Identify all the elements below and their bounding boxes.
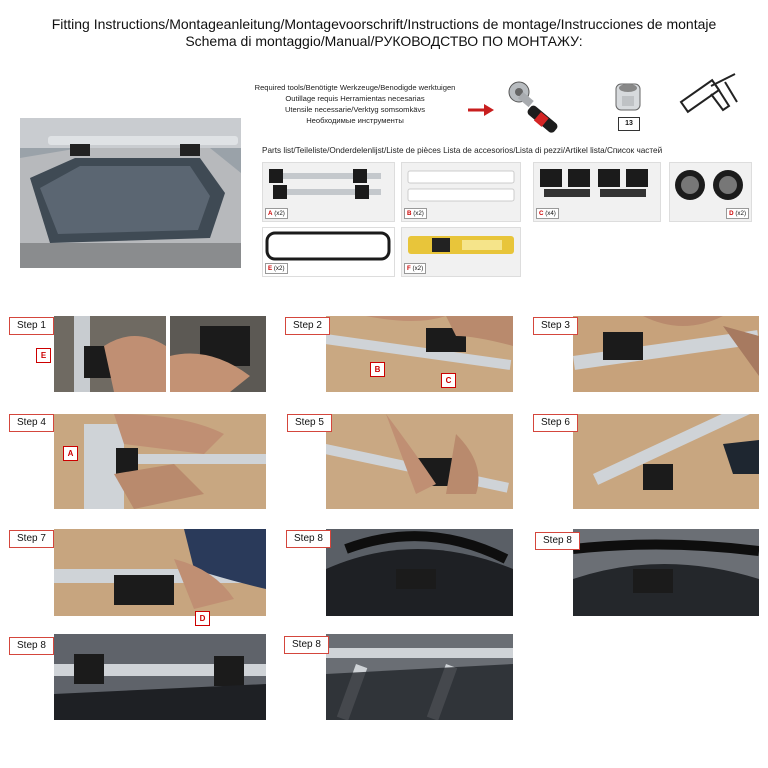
step-3-photo	[573, 316, 759, 392]
part-label-a: A (x2)	[265, 208, 288, 219]
hero-car-photo	[20, 118, 241, 268]
step-6-photo	[573, 414, 759, 509]
tools-line: Outillage requis Herramientas necesarias	[285, 94, 425, 103]
step-5-photo	[326, 414, 513, 509]
tools-line: Required tools/Benötigte Werkzeuge/Benodigde werktuigen	[254, 83, 456, 92]
step-8-label-c: Step 8	[9, 637, 54, 655]
title-line-1: Fitting Instructions/Montageanleitung/Montagevoorschrift/Instructions de montage/Instrucciones de montaje	[51, 16, 717, 32]
step-7-photo	[54, 529, 266, 616]
step-8-photo-b	[573, 529, 759, 616]
step-8-label-b: Step 8	[535, 532, 580, 550]
part-c-clamps	[533, 162, 661, 222]
step-2-label: Step 2	[285, 317, 330, 335]
callout-a: A	[63, 446, 78, 461]
step-8-photo-c	[54, 634, 266, 720]
step-7-label: Step 7	[9, 530, 54, 548]
part-e-gasket	[262, 227, 395, 277]
ratchet-wrench-icon	[505, 78, 575, 136]
callout-b: B	[370, 362, 385, 377]
step-8-photo-d	[326, 634, 513, 720]
step-8-photo-a	[326, 529, 513, 616]
part-f-adhesive	[401, 227, 521, 277]
required-tools-text	[230, 82, 480, 126]
callout-c: C	[441, 373, 456, 388]
car-roof-rack-image	[20, 118, 241, 268]
part-label-d: D (x2)	[726, 208, 749, 219]
part-a-rails	[262, 162, 395, 222]
page-title	[0, 16, 768, 50]
callout-e: E	[36, 348, 51, 363]
step-5-label: Step 5	[287, 414, 332, 432]
part-label-f: F (x2)	[404, 263, 426, 274]
step-8-label-a: Step 8	[286, 530, 331, 548]
parts-list-heading: Parts list/Teileliste/Onderdelenlijst/Liste de pièces Lista de accesorios/Lista di pezzi/Artikel lista/Список частей	[262, 146, 663, 155]
step-6-label: Step 6	[533, 414, 578, 432]
step-8-label-d: Step 8	[284, 636, 329, 654]
tools-line: Utensile necessarie/Verktyg somsomkävs	[284, 105, 426, 114]
step-4-photo	[54, 414, 266, 509]
socket-13-icon	[610, 82, 646, 114]
caulking-gun-icon	[675, 72, 747, 134]
step-4-label: Step 4	[9, 414, 54, 432]
part-b-covers	[401, 162, 521, 222]
callout-d: D	[195, 611, 210, 626]
step-1-label: Step 1	[9, 317, 54, 335]
title-line-2: Schema di montaggio/Manual/РУКОВОДСТВО ПО МОНТАЖУ:	[185, 33, 583, 49]
part-d-caps	[669, 162, 752, 222]
arrow-right-icon	[466, 102, 496, 118]
step-3-label: Step 3	[533, 317, 578, 335]
part-label-b: B (x2)	[404, 208, 427, 219]
socket-size-label: 13	[618, 117, 640, 131]
part-label-c: C (x4)	[536, 208, 559, 219]
tools-line: Необходимые инструменты	[306, 116, 404, 125]
part-label-e: E (x2)	[265, 263, 288, 274]
step-2-photo	[326, 316, 513, 392]
step-1-photo-2	[170, 316, 266, 392]
step-1-photo	[54, 316, 166, 392]
